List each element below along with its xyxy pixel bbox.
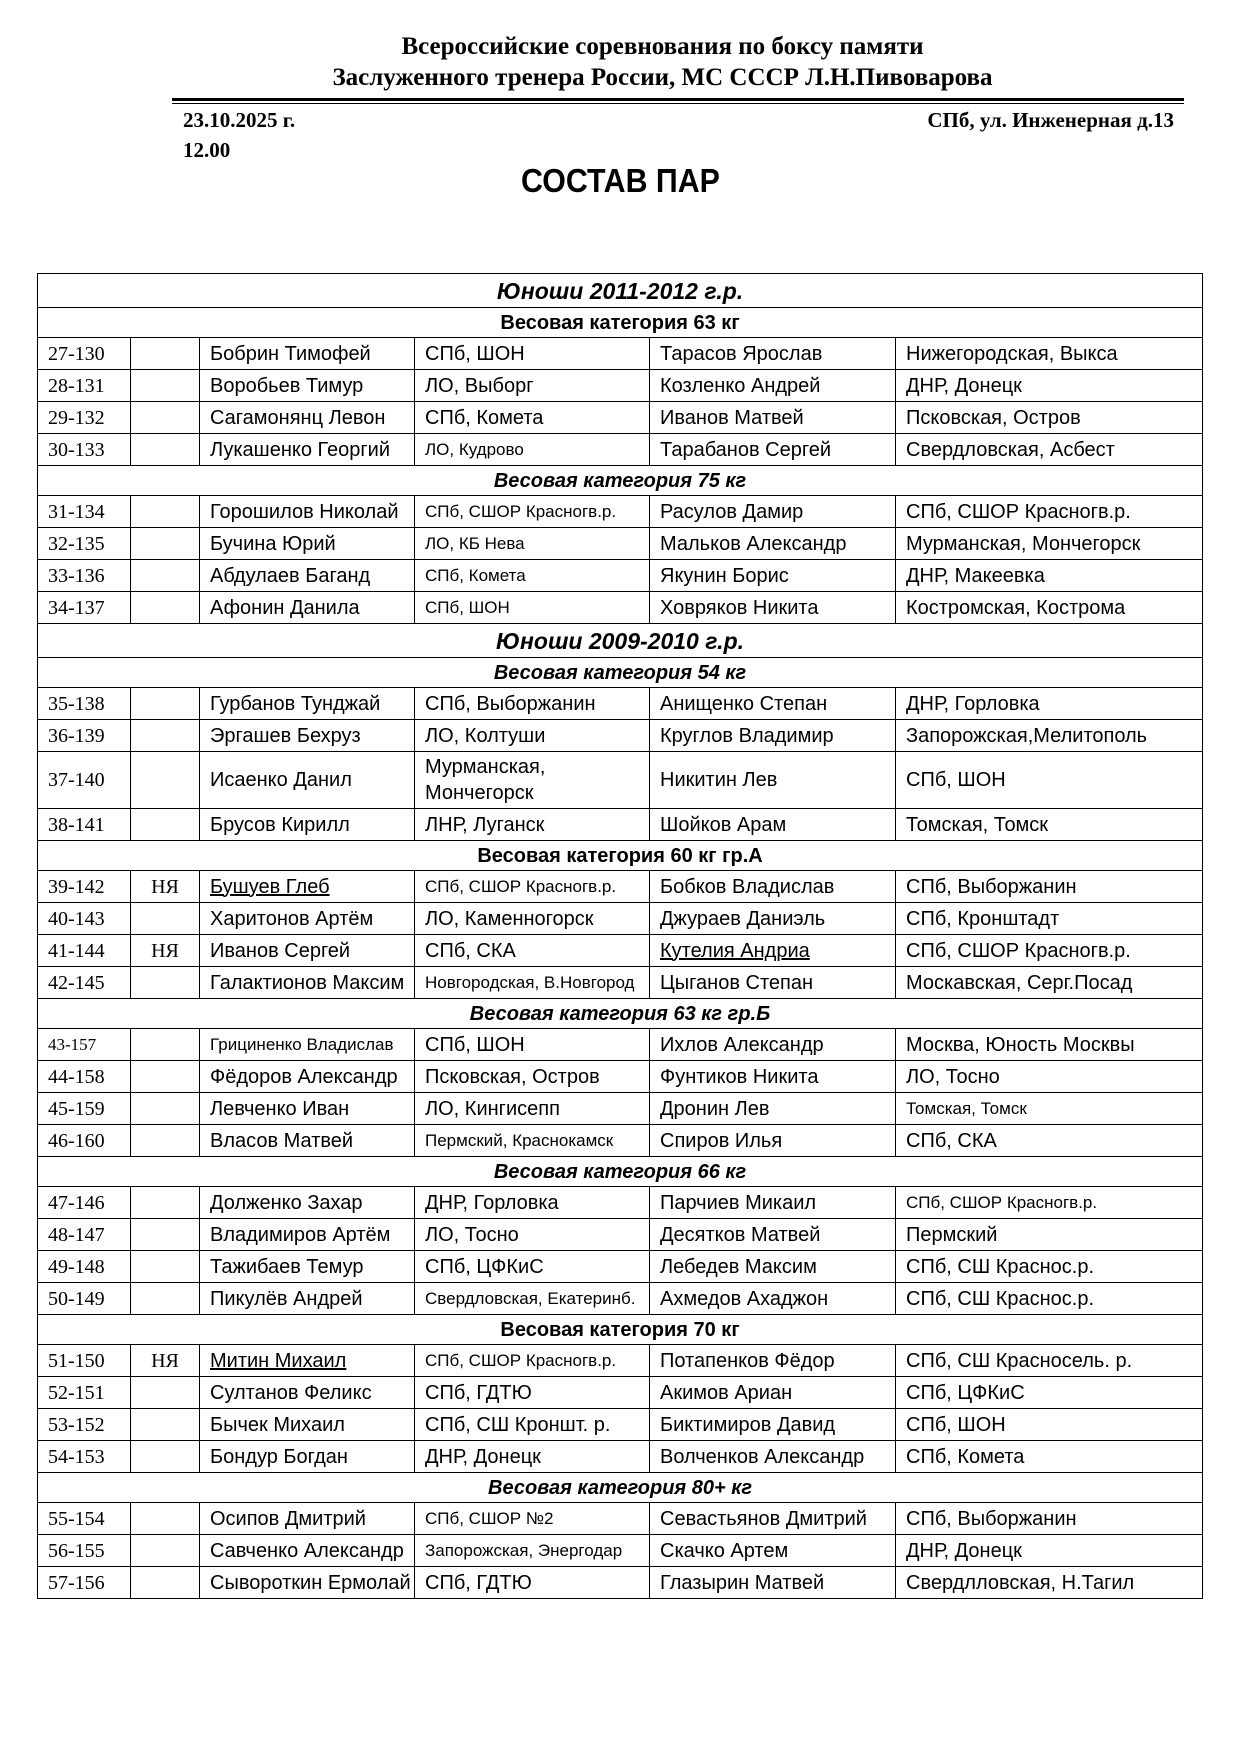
age-group-label: Юноши 2009-2010 г.р.	[38, 624, 1203, 658]
blue-corner-team: СПб, ШОН	[896, 752, 1203, 809]
blue-corner-name: Акимов Ариан	[650, 1377, 896, 1409]
table-row	[38, 809, 1203, 841]
no-show-mark	[131, 1187, 200, 1219]
weight-category-row	[38, 999, 1203, 1029]
blue-corner-name: Фунтиков Никита	[650, 1061, 896, 1093]
no-show-mark	[131, 370, 200, 402]
event-time: 12.00	[183, 138, 231, 162]
table-row	[38, 871, 1203, 903]
table-row	[38, 752, 1203, 809]
table-row	[38, 1187, 1203, 1219]
blue-corner-team: СПб, Выборжанин	[896, 1503, 1203, 1535]
no-show-mark: НЯ	[131, 871, 200, 903]
red-corner-name: Воробьев Тимур	[200, 370, 415, 402]
blue-corner-team: СПб, ЦФКиС	[896, 1377, 1203, 1409]
pair-number: 45-159	[38, 1093, 131, 1125]
red-corner-name: Лукашенко Георгий	[200, 434, 415, 466]
red-corner-name: Бычек Михаил	[200, 1409, 415, 1441]
pair-number: 38-141	[38, 809, 131, 841]
blue-corner-name: Цыганов Степан	[650, 967, 896, 999]
pair-number: 35-138	[38, 688, 131, 720]
no-show-mark	[131, 1441, 200, 1473]
pair-number: 36-139	[38, 720, 131, 752]
blue-corner-name: Скачко Артем	[650, 1535, 896, 1567]
table-row	[38, 434, 1203, 466]
blue-corner-team: ДНР, Донецк	[896, 1535, 1203, 1567]
blue-corner-team: ДНР, Макеевка	[896, 560, 1203, 592]
table-row	[38, 1535, 1203, 1567]
blue-corner-team: Мурманская, Мончегорск	[896, 528, 1203, 560]
red-corner-name: Сагамонянц Левон	[200, 402, 415, 434]
blue-corner-name: Козленко Андрей	[650, 370, 896, 402]
red-corner-team: СПб, СШ Кроншт. р.	[415, 1409, 650, 1441]
red-corner-team: СПб, ШОН	[415, 1029, 650, 1061]
red-corner-team: ЛО, Колтуши	[415, 720, 650, 752]
blue-corner-name: Десятков Матвей	[650, 1219, 896, 1251]
no-show-mark	[131, 903, 200, 935]
red-corner-name: Абдулаев Баганд	[200, 560, 415, 592]
table-row	[38, 720, 1203, 752]
pair-number: 32-135	[38, 528, 131, 560]
table-row	[38, 1061, 1203, 1093]
no-show-mark	[131, 496, 200, 528]
red-corner-team: Псковская, Остров	[415, 1061, 650, 1093]
red-corner-team: Мурманская, Мончегорск	[415, 752, 650, 809]
red-corner-team: ЛО, Тосно	[415, 1219, 650, 1251]
pair-number: 39-142	[38, 871, 131, 903]
pair-number: 44-158	[38, 1061, 131, 1093]
red-corner-team: СПб, ШОН	[415, 592, 650, 624]
blue-corner-name: Спиров Илья	[650, 1125, 896, 1157]
pair-number: 51-150	[38, 1345, 131, 1377]
red-corner-name: Власов Матвей	[200, 1125, 415, 1157]
title-line-2: Заслуженного тренера России, МС СССР Л.Н.Пивоварова	[332, 64, 993, 91]
blue-corner-team: Псковская, Остров	[896, 402, 1203, 434]
blue-corner-name: Никитин Лев	[650, 752, 896, 809]
red-corner-team: СПб, ГДТЮ	[415, 1377, 650, 1409]
red-corner-name: Исаенко Данил	[200, 752, 415, 809]
blue-corner-team: СПб, СШОР Красногв.р.	[896, 1187, 1203, 1219]
weight-category-row	[38, 308, 1203, 338]
blue-corner-team: Пермский	[896, 1219, 1203, 1251]
blue-corner-name: Потапенков Фёдор	[650, 1345, 896, 1377]
table-row	[38, 1567, 1203, 1599]
pair-number: 56-155	[38, 1535, 131, 1567]
event-place: СПб, ул. Инженерная д.13	[927, 108, 1174, 132]
pairs-table	[37, 273, 1203, 1599]
red-corner-name: Гурбанов Тунджай	[200, 688, 415, 720]
red-corner-team: СПб, СШОР Красногв.р.	[415, 496, 650, 528]
blue-corner-team: ЛО, Тосно	[896, 1061, 1203, 1093]
weight-category-label: Весовая категория 63 кг гр.Б	[38, 999, 1203, 1029]
pair-number: 43-157	[38, 1029, 131, 1061]
document-title: СОСТАВ ПАР	[521, 162, 720, 199]
pair-number: 37-140	[38, 752, 131, 809]
blue-corner-name: Мальков Александр	[650, 528, 896, 560]
red-corner-name	[200, 871, 415, 903]
red-corner-name: Грициненко Владислав	[200, 1029, 415, 1061]
table-row	[38, 1377, 1203, 1409]
blue-corner-name: Иванов Матвей	[650, 402, 896, 434]
red-corner-team: СПб, ЦФКиС	[415, 1251, 650, 1283]
red-corner-name: Осипов Дмитрий	[200, 1503, 415, 1535]
blue-corner-name-text: Кутелия Андриа	[660, 939, 810, 962]
red-corner-name: Харитонов Артём	[200, 903, 415, 935]
table-row	[38, 935, 1203, 967]
no-show-mark	[131, 1503, 200, 1535]
blue-corner-name: Ахмедов Ахаджон	[650, 1283, 896, 1315]
red-corner-team: ЛНР, Луганск	[415, 809, 650, 841]
age-group-row	[38, 624, 1203, 658]
no-show-mark	[131, 560, 200, 592]
blue-corner-name: Ихлов Александр	[650, 1029, 896, 1061]
red-corner-team: СПб, СШОР Красногв.р.	[415, 1345, 650, 1377]
table-row	[38, 560, 1203, 592]
pair-number: 27-130	[38, 338, 131, 370]
blue-corner-team: СПб, СКА	[896, 1125, 1203, 1157]
blue-corner-name: Волченков Александр	[650, 1441, 896, 1473]
blue-corner-team: Костромская, Кострома	[896, 592, 1203, 624]
blue-corner-team: Свердлловская, Н.Тагил	[896, 1567, 1203, 1599]
no-show-mark	[131, 809, 200, 841]
weight-category-label: Весовая категория 66 кг	[38, 1157, 1203, 1187]
no-show-mark	[131, 1029, 200, 1061]
table-row	[38, 903, 1203, 935]
no-show-mark: НЯ	[131, 935, 200, 967]
red-corner-name: Бучина Юрий	[200, 528, 415, 560]
red-corner-name: Пикулёв Андрей	[200, 1283, 415, 1315]
blue-corner-name: Шойков Арам	[650, 809, 896, 841]
header-rule-thin	[172, 103, 1184, 104]
pair-number: 34-137	[38, 592, 131, 624]
blue-corner-name: Дронин Лев	[650, 1093, 896, 1125]
event-date: 23.10.2025 г.	[183, 108, 296, 132]
weight-category-label: Весовая категория 70 кг	[38, 1315, 1203, 1345]
table-row	[38, 1029, 1203, 1061]
red-corner-name: Левченко Иван	[200, 1093, 415, 1125]
no-show-mark	[131, 1219, 200, 1251]
weight-category-row	[38, 466, 1203, 496]
blue-corner-name: Глазырин Матвей	[650, 1567, 896, 1599]
no-show-mark	[131, 1283, 200, 1315]
blue-corner-name: Анищенко Степан	[650, 688, 896, 720]
no-show-mark	[131, 1125, 200, 1157]
table-row	[38, 1503, 1203, 1535]
red-corner-team: ЛО, Кингисепп	[415, 1093, 650, 1125]
no-show-mark	[131, 528, 200, 560]
no-show-mark	[131, 1535, 200, 1567]
red-corner-team: СПб, СКА	[415, 935, 650, 967]
blue-corner-team: Нижегородская, Выкса	[896, 338, 1203, 370]
weight-category-row	[38, 1157, 1203, 1187]
red-corner-name: Савченко Александр	[200, 1535, 415, 1567]
blue-corner-name: Парчиев Микаил	[650, 1187, 896, 1219]
table-row	[38, 528, 1203, 560]
table-row	[38, 1251, 1203, 1283]
table-row	[38, 1441, 1203, 1473]
pair-number: 41-144	[38, 935, 131, 967]
blue-corner-team: Томская, Томск	[896, 1093, 1203, 1125]
blue-corner-team: СПб, СШ Краснос.р.	[896, 1283, 1203, 1315]
red-corner-team: ДНР, Горловка	[415, 1187, 650, 1219]
red-corner-team: СПб, Комета	[415, 402, 650, 434]
blue-corner-name: Бобков Владислав	[650, 871, 896, 903]
pair-number: 52-151	[38, 1377, 131, 1409]
red-corner-name: Султанов Феликс	[200, 1377, 415, 1409]
pair-number: 33-136	[38, 560, 131, 592]
table-row	[38, 1125, 1203, 1157]
pair-number: 54-153	[38, 1441, 131, 1473]
pair-number: 55-154	[38, 1503, 131, 1535]
no-show-mark	[131, 1251, 200, 1283]
table-row	[38, 1283, 1203, 1315]
table-row	[38, 496, 1203, 528]
red-corner-team: СПб, Выборжанин	[415, 688, 650, 720]
blue-corner-team: СПб, СШ Краснос.р.	[896, 1251, 1203, 1283]
blue-corner-name: Тарабанов Сергей	[650, 434, 896, 466]
red-corner-name: Афонин Данила	[200, 592, 415, 624]
red-corner-name: Эргашев Бехруз	[200, 720, 415, 752]
table-row	[38, 592, 1203, 624]
no-show-mark	[131, 434, 200, 466]
blue-corner-name: Биктимиров Давид	[650, 1409, 896, 1441]
weight-category-row	[38, 658, 1203, 688]
blue-corner-team: Москавская, Серг.Посад	[896, 967, 1203, 999]
age-group-row	[38, 274, 1203, 308]
red-corner-team: Свердловская, Екатеринб.	[415, 1283, 650, 1315]
table-row	[38, 967, 1203, 999]
red-corner-team: ЛО, Кудрово	[415, 434, 650, 466]
pair-number: 49-148	[38, 1251, 131, 1283]
blue-corner-team: СПб, Выборжанин	[896, 871, 1203, 903]
red-corner-name: Галактионов Максим	[200, 967, 415, 999]
blue-corner-team: СПб, СШОР Красногв.р.	[896, 496, 1203, 528]
red-corner-name-text: Митин Михаил	[210, 1349, 347, 1372]
no-show-mark	[131, 402, 200, 434]
red-corner-team: СПб, ГДТЮ	[415, 1567, 650, 1599]
blue-corner-team: ДНР, Донецк	[896, 370, 1203, 402]
weight-category-row	[38, 1315, 1203, 1345]
blue-corner-team: СПб, СШОР Красногв.р.	[896, 935, 1203, 967]
blue-corner-team: СПб, Кронштадт	[896, 903, 1203, 935]
blue-corner-team: Свердловская, Асбест	[896, 434, 1203, 466]
weight-category-row	[38, 1473, 1203, 1503]
red-corner-team: Новгородская, В.Новгород	[415, 967, 650, 999]
pair-number: 31-134	[38, 496, 131, 528]
red-corner-name: Сывороткин Ермолай	[200, 1567, 415, 1599]
pair-number: 28-131	[38, 370, 131, 402]
red-corner-name	[200, 1345, 415, 1377]
pair-number: 46-160	[38, 1125, 131, 1157]
blue-corner-name: Лебедев Максим	[650, 1251, 896, 1283]
table-row	[38, 1345, 1203, 1377]
blue-corner-name: Тарасов Ярослав	[650, 338, 896, 370]
age-group-label: Юноши 2011-2012 г.р.	[38, 274, 1203, 308]
red-corner-team: СПб, ШОН	[415, 338, 650, 370]
red-corner-team: СПб, СШОР Красногв.р.	[415, 871, 650, 903]
header-rule-thick	[172, 98, 1184, 101]
weight-category-label: Весовая категория 80+ кг	[38, 1473, 1203, 1503]
red-corner-team: ДНР, Донецк	[415, 1441, 650, 1473]
no-show-mark: НЯ	[131, 1345, 200, 1377]
blue-corner-team: СПб, Комета	[896, 1441, 1203, 1473]
no-show-mark	[131, 592, 200, 624]
weight-category-row	[38, 841, 1203, 871]
no-show-mark	[131, 752, 200, 809]
no-show-mark	[131, 1567, 200, 1599]
red-corner-team: ЛО, Каменногорск	[415, 903, 650, 935]
red-corner-team: ЛО, КБ Нева	[415, 528, 650, 560]
blue-corner-team: Томская, Томск	[896, 809, 1203, 841]
blue-corner-name: Якунин Борис	[650, 560, 896, 592]
no-show-mark	[131, 967, 200, 999]
pair-number: 30-133	[38, 434, 131, 466]
red-corner-name: Иванов Сергей	[200, 935, 415, 967]
pair-number: 47-146	[38, 1187, 131, 1219]
red-corner-name-text: Бушуев Глеб	[210, 875, 330, 898]
no-show-mark	[131, 720, 200, 752]
no-show-mark	[131, 338, 200, 370]
table-row	[38, 370, 1203, 402]
no-show-mark	[131, 1409, 200, 1441]
red-corner-team: СПб, Комета	[415, 560, 650, 592]
no-show-mark	[131, 1093, 200, 1125]
table-row	[38, 688, 1203, 720]
red-corner-name: Долженко Захар	[200, 1187, 415, 1219]
red-corner-name: Тажибаев Темур	[200, 1251, 415, 1283]
red-corner-name: Брусов Кирилл	[200, 809, 415, 841]
no-show-mark	[131, 1061, 200, 1093]
blue-corner-team: СПб, СШ Красносель. р.	[896, 1345, 1203, 1377]
table-row	[38, 1219, 1203, 1251]
blue-corner-name: Расулов Дамир	[650, 496, 896, 528]
pair-number: 53-152	[38, 1409, 131, 1441]
blue-corner-team: СПб, ШОН	[896, 1409, 1203, 1441]
blue-corner-name	[650, 935, 896, 967]
pair-number: 42-145	[38, 967, 131, 999]
blue-corner-name: Джураев Даниэль	[650, 903, 896, 935]
weight-category-label: Весовая категория 60 кг гр.А	[38, 841, 1203, 871]
no-show-mark	[131, 1377, 200, 1409]
red-corner-team: СПб, СШОР №2	[415, 1503, 650, 1535]
weight-category-label: Весовая категория 63 кг	[38, 308, 1203, 338]
weight-category-label: Весовая категория 54 кг	[38, 658, 1203, 688]
pair-number: 57-156	[38, 1567, 131, 1599]
red-corner-name: Бондур Богдан	[200, 1441, 415, 1473]
pair-number: 40-143	[38, 903, 131, 935]
red-corner-name: Горошилов Николай	[200, 496, 415, 528]
blue-corner-name: Круглов Владимир	[650, 720, 896, 752]
red-corner-team: Запорожская, Энергодар	[415, 1535, 650, 1567]
red-corner-team: ЛО, Выборг	[415, 370, 650, 402]
pair-number: 50-149	[38, 1283, 131, 1315]
blue-corner-name: Ховряков Никита	[650, 592, 896, 624]
red-corner-name: Владимиров Артём	[200, 1219, 415, 1251]
pair-number: 29-132	[38, 402, 131, 434]
red-corner-team: Пермский, Краснокамск	[415, 1125, 650, 1157]
weight-category-label: Весовая категория 75 кг	[38, 466, 1203, 496]
red-corner-name: Фёдоров Александр	[200, 1061, 415, 1093]
pair-number: 48-147	[38, 1219, 131, 1251]
table-row	[38, 1409, 1203, 1441]
blue-corner-name: Севастьянов Дмитрий	[650, 1503, 896, 1535]
blue-corner-team: ДНР, Горловка	[896, 688, 1203, 720]
blue-corner-team: Москва, Юность Москвы	[896, 1029, 1203, 1061]
blue-corner-team: Запорожская,Мелитополь	[896, 720, 1203, 752]
table-row	[38, 402, 1203, 434]
table-row	[38, 1093, 1203, 1125]
title-line-1: Всероссийские соревнования по боксу памяти	[401, 33, 924, 60]
table-row	[38, 338, 1203, 370]
no-show-mark	[131, 688, 200, 720]
red-corner-name: Бобрин Тимофей	[200, 338, 415, 370]
